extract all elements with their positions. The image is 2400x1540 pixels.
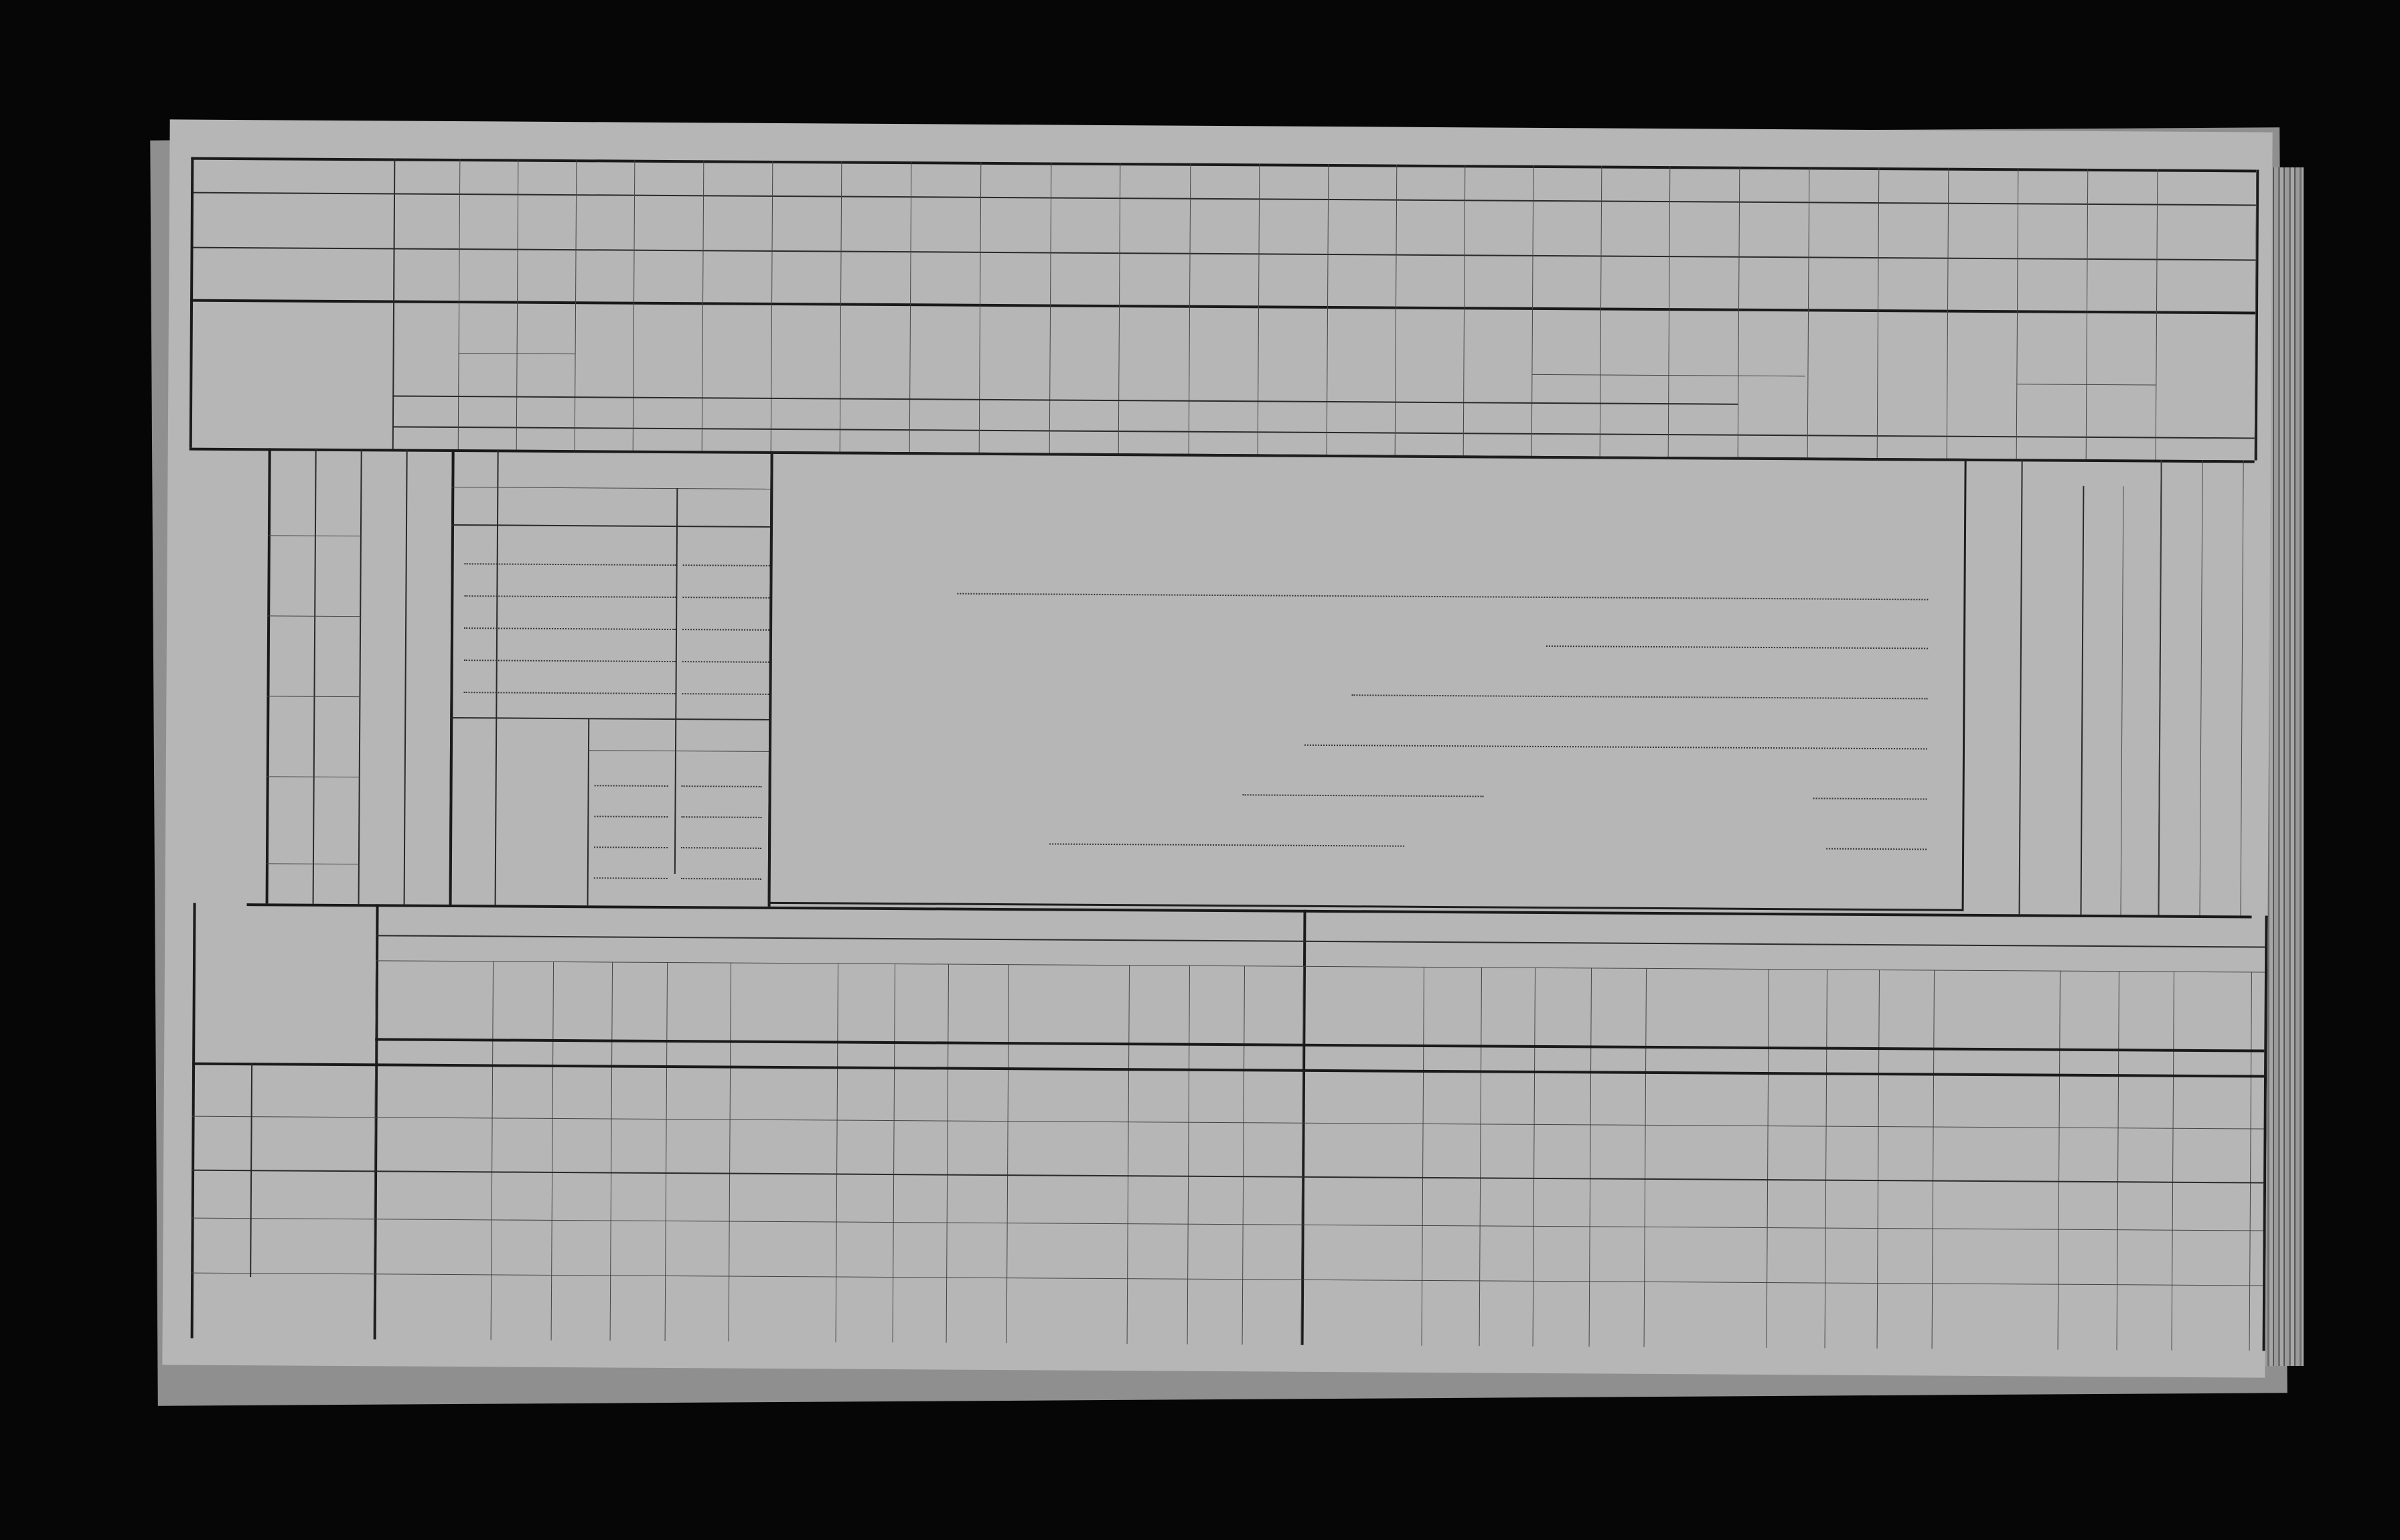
lease-header-125 xyxy=(1880,974,1933,1043)
lease-title-rule xyxy=(376,935,2265,947)
column-rule-22 xyxy=(1877,167,1880,458)
pop-col-rule-b xyxy=(2121,486,2124,915)
pop-v-tom-chisle-f xyxy=(2086,560,2121,647)
column-rule-13 xyxy=(1258,163,1260,454)
column-header-93 xyxy=(1466,312,1529,400)
pop-col-top-0 xyxy=(2160,473,2181,567)
workers-number-133 xyxy=(267,702,312,749)
column-rule-18 xyxy=(1600,165,1602,456)
hand-own-99 xyxy=(1924,253,2031,254)
column-number-95 xyxy=(1600,437,1668,438)
sdacha-pashni xyxy=(1303,945,1646,947)
trade-title-rule xyxy=(451,487,770,489)
column-number-103 xyxy=(2156,441,2255,442)
pop-col-top-4 xyxy=(2238,473,2259,567)
lease-header-108 xyxy=(668,966,729,1036)
lease-row-rule-1 xyxy=(192,1116,2264,1130)
middle-section xyxy=(170,119,2273,132)
workers-label-130 xyxy=(316,462,361,529)
column-rule-11 xyxy=(1118,163,1121,453)
trade-qty-dotline-4 xyxy=(682,693,769,695)
pop-number-135 xyxy=(2124,774,2156,814)
label-imeetsya xyxy=(457,764,591,765)
row-v-chuzhih xyxy=(258,1124,373,1125)
workers-vertical-title xyxy=(366,455,443,884)
column-header-86 xyxy=(982,309,1047,397)
lease-number-122 xyxy=(1645,1050,1768,1051)
lease-header-114 xyxy=(1130,969,1188,1039)
column-header-98 xyxy=(1810,314,1875,402)
pop-col-bottom-4 xyxy=(2236,828,2257,909)
column-number-101 xyxy=(2016,440,2086,441)
column-rule-24 xyxy=(2016,168,2019,459)
trade-bottom-rule xyxy=(450,717,769,720)
column-rule-21 xyxy=(1807,167,1810,457)
lease-header-124 xyxy=(1827,974,1878,1043)
lease-header-121 xyxy=(1592,972,1645,1041)
lease-number-117 xyxy=(1302,1048,1423,1049)
lease-header-129 xyxy=(2174,976,2250,1046)
lease-header-127 xyxy=(2060,975,2117,1045)
column-header-77 xyxy=(395,305,456,393)
column-header-87 xyxy=(1052,309,1116,397)
trade-title xyxy=(452,455,771,457)
orchard-korn-dots-2 xyxy=(681,847,761,849)
label-plod-sada xyxy=(470,797,604,798)
workers-label-133 xyxy=(315,703,360,770)
lease-number-129 xyxy=(2173,1053,2251,1054)
lease-number-top xyxy=(375,1038,2264,1052)
column-rule-8 xyxy=(909,161,912,452)
column-header-94 xyxy=(1534,313,1598,400)
column-header-91 xyxy=(1329,311,1393,399)
orchard-des-dots-0 xyxy=(595,785,668,787)
row-divider-rented xyxy=(191,247,2256,261)
column-rule-0 xyxy=(392,158,396,449)
orchard-des-dots-3 xyxy=(594,877,668,879)
lease-header-116 xyxy=(1245,970,1302,1040)
lease-number-bottom xyxy=(192,1063,2264,1078)
trade-left-border xyxy=(449,449,455,905)
pop-col-bottom-2 xyxy=(2198,828,2219,909)
hand-total-99 xyxy=(1924,166,2031,167)
column-number-86 xyxy=(979,434,1049,435)
column-header-102 xyxy=(2089,316,2154,404)
column-header-80 xyxy=(577,307,631,394)
arenda-pashni xyxy=(376,939,731,941)
column-header-82 xyxy=(704,307,769,395)
pop-title-rule xyxy=(2019,459,2023,914)
row-u-uchrezhd xyxy=(257,1226,372,1227)
column-header-95 xyxy=(1602,313,1666,401)
column-rule-19 xyxy=(1668,166,1671,457)
column-number-99 xyxy=(1877,439,1947,440)
lease-number-126 xyxy=(1933,1052,2059,1053)
lease-header-126 xyxy=(1934,997,2060,998)
column-header-90 xyxy=(1260,311,1325,398)
column-header-100 xyxy=(1949,315,2014,403)
column-rule-4 xyxy=(633,160,635,451)
column-rule-10 xyxy=(1049,162,1052,453)
workers-number-132 xyxy=(267,622,313,669)
lease-header-105 xyxy=(494,965,552,1035)
column-rule-2 xyxy=(516,159,519,450)
column-number-89 xyxy=(1189,435,1258,436)
column-number-85 xyxy=(909,433,979,434)
pop-number-139 xyxy=(2125,560,2158,600)
label-on-lands xyxy=(197,353,391,354)
lease-col-rule-19 xyxy=(1767,969,1769,1348)
workers-label-131 xyxy=(315,542,360,609)
orchard-korn-dots-0 xyxy=(682,785,762,787)
column-rule-17 xyxy=(1531,165,1534,456)
lease-row-rule-3 xyxy=(192,1218,2263,1231)
lease-header-107 xyxy=(613,966,666,1035)
lease-header-106 xyxy=(554,966,611,1036)
lease-header-119 xyxy=(1482,971,1533,1041)
orchard-des-dots-1 xyxy=(594,816,668,818)
column-header-96 xyxy=(1671,313,1736,401)
column-header-88 xyxy=(1121,310,1187,398)
trade-qty-dotline-3 xyxy=(682,661,769,663)
number-row-top xyxy=(392,426,2255,439)
lease-col-rule-14 xyxy=(1422,967,1424,1346)
lease-col-rule-23 xyxy=(2058,971,2060,1350)
column-rule-7 xyxy=(840,161,842,452)
lease-header-115 xyxy=(1190,970,1243,1039)
pop-col-top-1 xyxy=(2180,473,2201,567)
column-rule-23 xyxy=(1947,168,1949,459)
workers-label-132 xyxy=(315,623,360,690)
column-number-100 xyxy=(1947,440,2016,441)
workers-number-134 xyxy=(266,783,311,830)
column-number-96 xyxy=(1668,438,1738,439)
pop-muzhchiny xyxy=(2026,733,2081,800)
pop-v-tom-chisle-m xyxy=(2085,707,2121,794)
column-number-77 xyxy=(392,430,458,431)
column-number-84 xyxy=(840,433,909,434)
lease-number-108 xyxy=(666,1044,730,1045)
column-number-82 xyxy=(702,432,771,433)
pop-vsego-m xyxy=(2085,807,2119,848)
lease-number-121 xyxy=(1590,1049,1645,1050)
lease-number-116 xyxy=(1244,1047,1302,1048)
label-own xyxy=(197,266,391,267)
private-farm-form-box xyxy=(768,451,1967,911)
label-korney xyxy=(678,725,769,726)
trade-qty-rule xyxy=(674,488,678,874)
lease-header-128 xyxy=(2119,975,2172,1045)
row-itogo xyxy=(198,1281,385,1282)
column-rule-16 xyxy=(1463,165,1466,455)
arenda-estestv xyxy=(731,941,1008,943)
column-rule-5 xyxy=(702,160,704,451)
column-header-103 xyxy=(2158,317,2253,404)
hand-total-103 xyxy=(2219,165,2272,166)
sdacha-estestv xyxy=(1646,947,1934,949)
column-header-89 xyxy=(1191,311,1256,398)
census-card xyxy=(162,119,2272,1377)
column-rule-1 xyxy=(458,159,461,449)
lease-header-104 xyxy=(376,987,493,988)
column-rule-20 xyxy=(1738,167,1740,457)
column-header-83 xyxy=(773,308,838,396)
orchard-korn-dots-3 xyxy=(681,878,761,880)
pop-col-bottom-1 xyxy=(2178,828,2199,909)
trade-qty-dotline-1 xyxy=(682,597,769,599)
lease-header-112 xyxy=(949,968,1007,1038)
pop-number-136 xyxy=(2125,720,2157,761)
lease-header-111 xyxy=(895,968,947,1037)
column-header-81 xyxy=(635,307,700,395)
column-header-84 xyxy=(842,309,907,396)
pop-col-top-2 xyxy=(2200,473,2221,567)
orchard-header-rule xyxy=(588,750,769,752)
top-table-border-top xyxy=(191,157,2256,173)
lease-header-118 xyxy=(1424,971,1480,1041)
lease-header-113 xyxy=(1008,991,1129,992)
column-header-85 xyxy=(912,309,977,396)
trade-qty-dotline-0 xyxy=(683,564,770,566)
column-number-91 xyxy=(1327,436,1395,437)
column-number-81 xyxy=(633,432,702,433)
orchard-korn-dots-1 xyxy=(681,816,761,818)
workers-col-rule-5 xyxy=(495,449,499,905)
column-rule-14 xyxy=(1327,164,1329,455)
orchard-col-rule-1 xyxy=(587,718,590,905)
column-rule-6 xyxy=(771,161,773,451)
column-rule-26 xyxy=(2156,169,2158,460)
label-nadel xyxy=(194,1071,255,1172)
column-number-90 xyxy=(1258,435,1327,436)
column-number-80 xyxy=(575,431,633,432)
lease-number-112 xyxy=(948,1046,1008,1047)
workers-number-131 xyxy=(267,542,313,589)
pop-vsego-f xyxy=(2085,660,2120,700)
lease-number-106 xyxy=(552,1043,611,1044)
column-number-94 xyxy=(1531,437,1600,438)
workers-number-130 xyxy=(268,461,313,508)
trade-name-header xyxy=(451,497,676,499)
column-header-92 xyxy=(1398,312,1461,400)
lease-number-110 xyxy=(837,1045,894,1046)
lease-header-117 xyxy=(1303,993,1424,994)
label-rented xyxy=(198,204,392,206)
pop-vertical-title xyxy=(1965,506,2018,880)
trade-qty-header xyxy=(676,492,770,493)
label-total xyxy=(198,164,392,165)
lease-col-rule-10 xyxy=(1127,965,1130,1344)
column-rule-25 xyxy=(2086,169,2089,459)
label-desyatin xyxy=(591,724,675,725)
pop-col-bottom-0 xyxy=(2158,828,2179,909)
lease-row-rule-4 xyxy=(191,1273,2263,1286)
row-divider-total xyxy=(191,192,2256,206)
column-number-87 xyxy=(1049,434,1118,435)
top-table-left-border xyxy=(190,157,194,448)
lease-number-125 xyxy=(1878,1051,1933,1052)
column-header-101 xyxy=(2019,315,2084,403)
lease-number-107 xyxy=(611,1043,666,1044)
label-vne-nadel xyxy=(194,1178,258,1279)
lease-row-rule-2 xyxy=(192,1170,2263,1184)
lease-header-123 xyxy=(1769,973,1825,1043)
pop-zhenshiny xyxy=(2027,613,2081,680)
column-rule-15 xyxy=(1395,165,1398,455)
column-rule-9 xyxy=(979,162,982,453)
pop-itogo-dush xyxy=(2028,506,2082,586)
top-crops-table xyxy=(170,119,2273,132)
column-header-99 xyxy=(1880,315,1945,402)
lease-col-rule-1 xyxy=(491,961,494,1340)
lease-header-122 xyxy=(1646,995,1769,996)
column-rule-12 xyxy=(1189,163,1191,454)
lease-number-113 xyxy=(1008,1046,1128,1047)
column-rule-3 xyxy=(575,159,577,450)
column-number-79 xyxy=(516,431,575,432)
lease-number-104 xyxy=(375,1042,492,1043)
lease-table xyxy=(170,119,2273,132)
pop-number-138 xyxy=(2125,613,2158,653)
orchard-des-dots-2 xyxy=(594,846,668,848)
workers-left-border xyxy=(266,448,271,903)
column-header-97 xyxy=(1740,314,1805,402)
pop-number-137 xyxy=(2125,667,2157,707)
lease-header-120 xyxy=(1535,972,1590,1041)
trade-qty-dotline-2 xyxy=(682,629,769,631)
hand-own-103 xyxy=(2218,263,2272,264)
lease-header-110 xyxy=(838,968,893,1037)
trade-header-rule xyxy=(451,524,770,528)
lease-number-115 xyxy=(1189,1047,1244,1048)
lease-number-120 xyxy=(1534,1049,1590,1050)
lease-col-rule-6 xyxy=(836,964,838,1342)
